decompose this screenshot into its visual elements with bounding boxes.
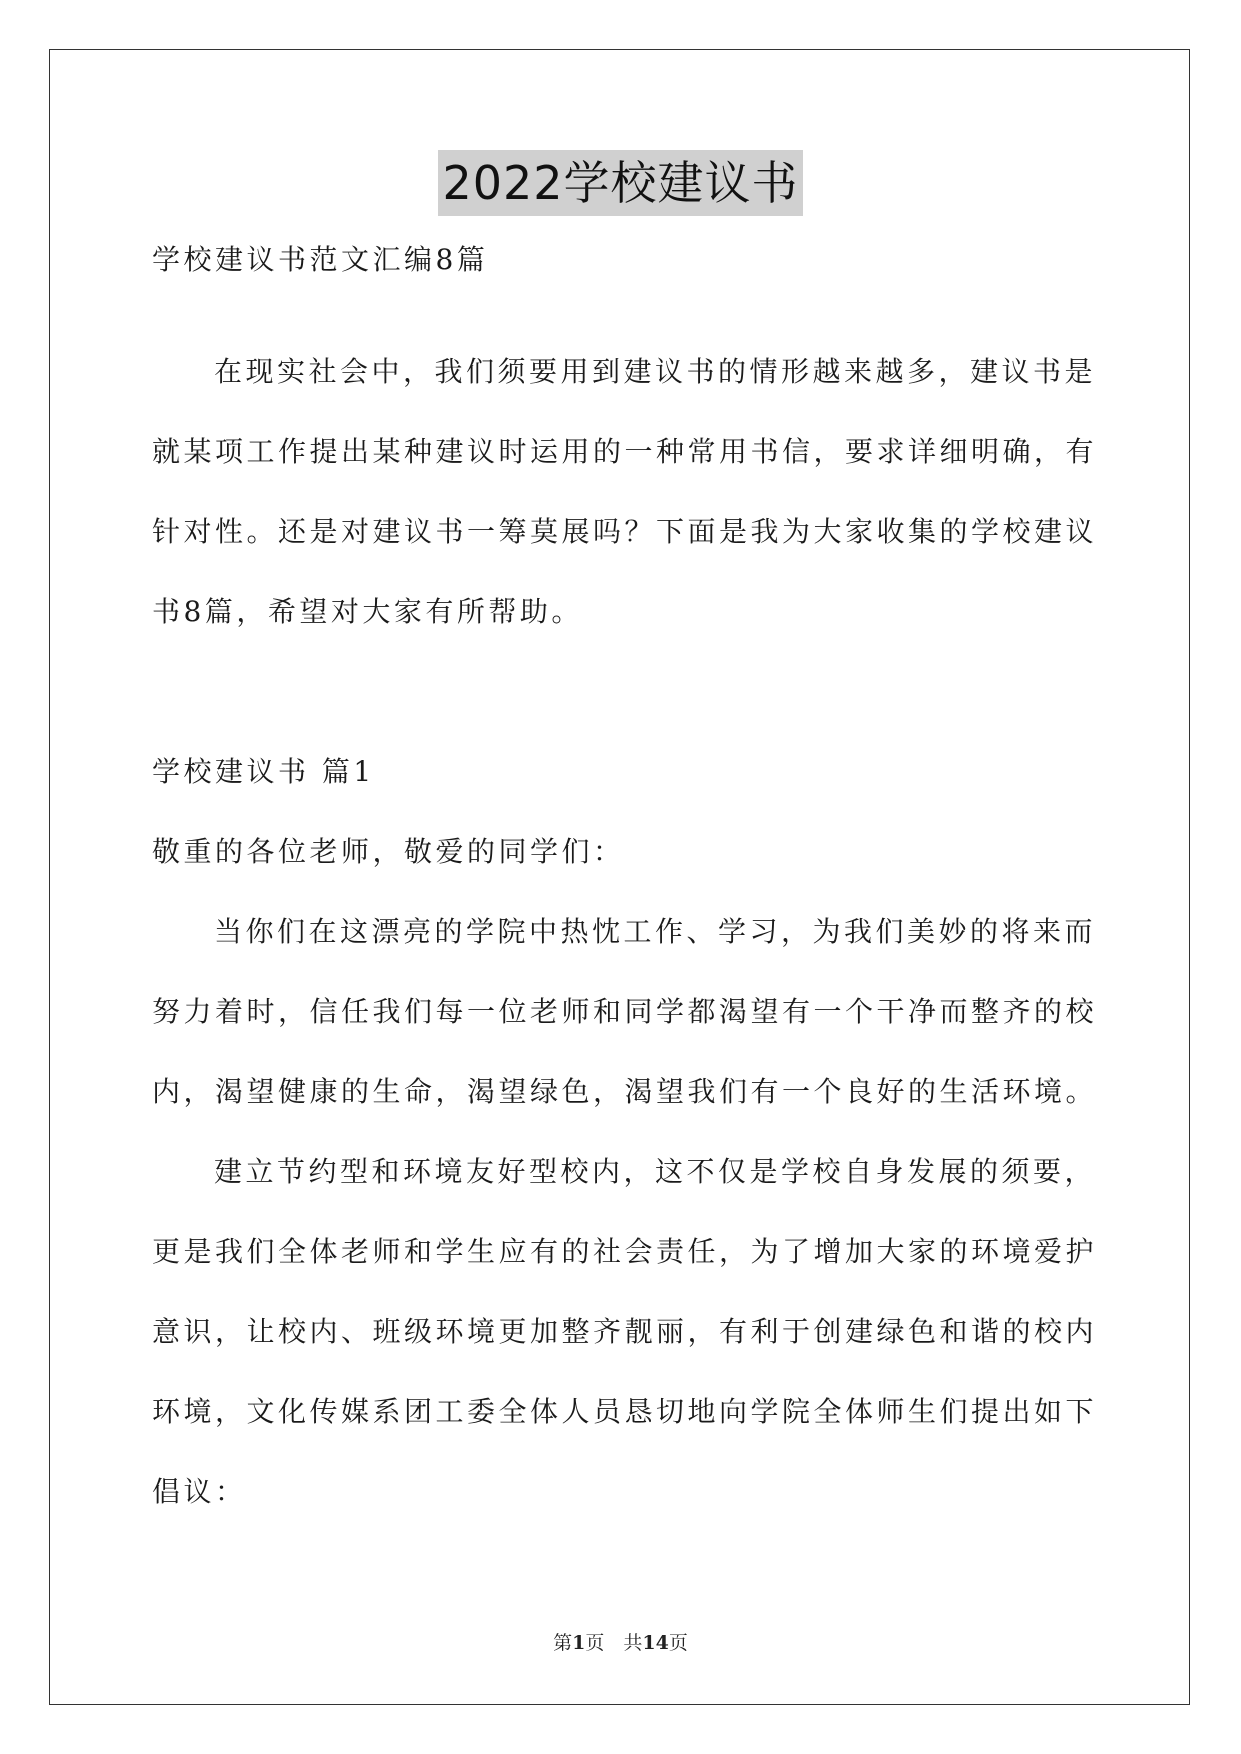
document-title: 2022学校建议书	[438, 150, 802, 216]
page-total-number: 14	[642, 1632, 669, 1654]
subtitle: 学校建议书范文汇编8篇	[152, 243, 489, 276]
footer-suffix: 页	[668, 1632, 688, 1654]
para2-line-2: 更是我们全体老师和学生应有的社会责任，为了增加大家的环境爱护	[152, 1235, 1098, 1268]
footer-middle: 页 共	[585, 1632, 643, 1654]
intro-line-2: 就某项工作提出某种建议时运用的一种常用书信，要求详细明确，有	[152, 435, 1098, 468]
para2-line-1: 建立节约型和环境友好型校内，这不仅是学校自身发展的须要，	[214, 1155, 1097, 1188]
page-footer	[0, 1628, 1241, 1655]
para1-line-1: 当你们在这漂亮的学院中热忱工作、学习，为我们美妙的将来而	[214, 915, 1097, 948]
title-container	[0, 150, 1241, 216]
para2-line-3: 意识，让校内、班级环境更加整齐靓丽，有利于创建绿色和谐的校内	[152, 1315, 1098, 1348]
footer-prefix: 第	[553, 1632, 573, 1654]
intro-line-4: 书8篇，希望对大家有所帮助。	[152, 595, 583, 628]
intro-line-3: 针对性。还是对建议书一筹莫展吗？下面是我为大家收集的学校建议	[152, 515, 1098, 548]
section-heading: 学校建议书 篇1	[152, 755, 375, 788]
para1-line-2: 努力着时，信任我们每一位老师和同学都渴望有一个干净而整齐的校	[152, 995, 1098, 1028]
para2-line-4: 环境，文化传媒系团工委全体人员恳切地向学院全体师生们提出如下	[152, 1395, 1098, 1428]
salutation: 敬重的各位老师，敬爱的同学们：	[152, 835, 625, 868]
para1-line-3: 内，渴望健康的生命，渴望绿色，渴望我们有一个良好的生活环境。	[152, 1075, 1098, 1108]
page-border	[49, 49, 1190, 1705]
intro-line-1: 在现实社会中，我们须要用到建议书的情形越来越多，建议书是	[214, 355, 1097, 388]
page-current-number: 1	[572, 1632, 586, 1654]
para2-line-5: 倡议：	[152, 1475, 247, 1508]
